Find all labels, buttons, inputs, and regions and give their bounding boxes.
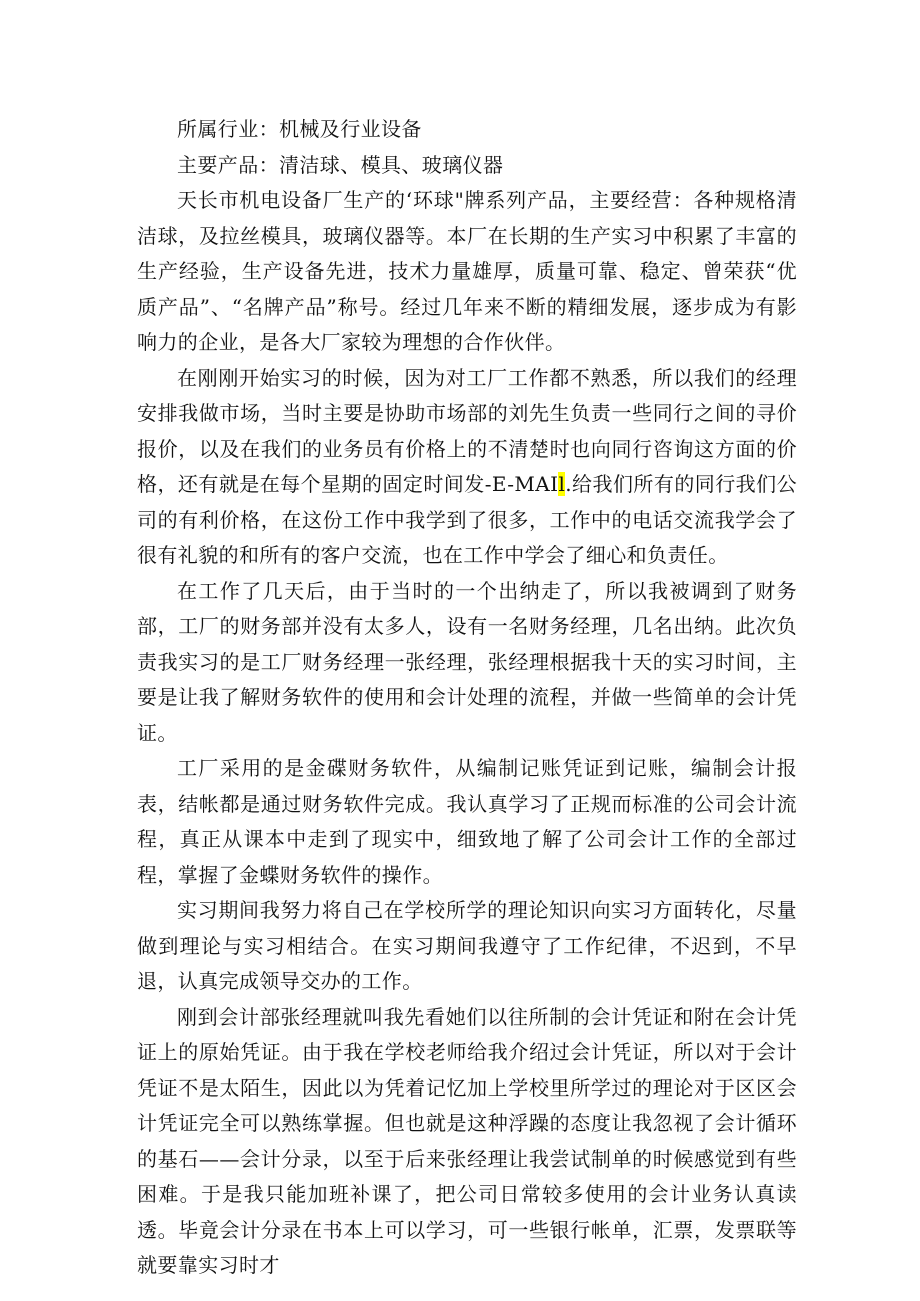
market-work-paragraph <box>137 361 797 574</box>
finance-transfer-paragraph: 在工作了几天后，由于当时的一个出纳走了，所以我被调到了财务部，工厂的财务部并没有太多人，设有一名财务经理，几名出纳。此次负责我实习的是工厂财务经理一张经理，张经理根据我十天的实习时间，主要是让我了解财务软件的使用和会计处理的流程，并做一些简单的会计凭证。 <box>137 578 797 745</box>
software-paragraph: 工厂采用的是金碟财务软件，从编制记账凭证到记账，编制会计报表，结帐都是通过财务软件完成。我认真学习了正规而标准的公司会计流程，真正从课本中走到了现实中，细致地了解了公司会计工作的全部过程，掌握了金蝶财务软件的操作。 <box>137 756 797 887</box>
vouchers-paragraph: 刚到会计部张经理就叫我先看她们以往所制的会计凭证和附在会计凭证上的原始凭证。由于我在学校老师给我介绍过会计凭证，所以对于会计凭证不是太陌生，因此以为凭着记忆加上学校里所学过的理论对于区区会计凭证完全可以熟练掌握。但也就是这种浮躁的态度让我忽视了会计循环的基石——会计分录，以至于后来张经理让我尝试制单的时候感觉到有些困难。于是我只能加班补课了，把公司日常较多使用的会计业务认真读透。毕竟会计分录在书本上可以学习，可一些银行帐单，汇票，发票联等就要靠实习时才 <box>137 1004 797 1277</box>
market-text-after: .给我们所有的同行我们公司的有利价格，在这份工作中我学到了很多，工作中的电话交流我学会了很有礼貌的和所有的客户交流，也在工作中学会了细心和负责任。 <box>137 472 797 567</box>
industry-line: 所属行业：机械及行业设备 <box>177 117 422 141</box>
company-intro-paragraph: 天长市机电设备厂生产的‘环球"牌系列产品，主要经营：各种规格清洁球，及拉丝模具，玻璃仪器等。本厂在长期的生产实习中积累了丰富的生产经验，生产设备先进，技术力量雄厚，质量可靠、稳定、曾荣获“优质产品”、“名牌产品”称号。经过几年来不断的精细发展，逐步成为有影响力的企业，是各大厂家较为理想的合作伙伴。 <box>137 188 797 354</box>
products-line: 主要产品：清洁球、模具、玻璃仪器 <box>177 152 504 177</box>
document-page <box>137 112 797 1284</box>
discipline-paragraph: 实习期间我努力将自己在学校所学的理论知识向实习方面转化，尽量做到理论与实习相结合。在实习期间我遵守了工作纪律，不迟到，不早退，认真完成领导交办的工作。 <box>137 898 797 993</box>
market-text-before: 在刚刚开始实习的时候，因为对工厂工作都不熟悉，所以我们的经理安排我做市场，当时主要是协助市场部的刘先生负责一些同行之间的寻价报价，以及在我们的业务员有价格上的不清楚时也向同行咨询这方面的价格，还有就是在每个星期的固定时间发-E-MAI <box>137 365 797 496</box>
highlighted-text: l <box>558 472 566 496</box>
